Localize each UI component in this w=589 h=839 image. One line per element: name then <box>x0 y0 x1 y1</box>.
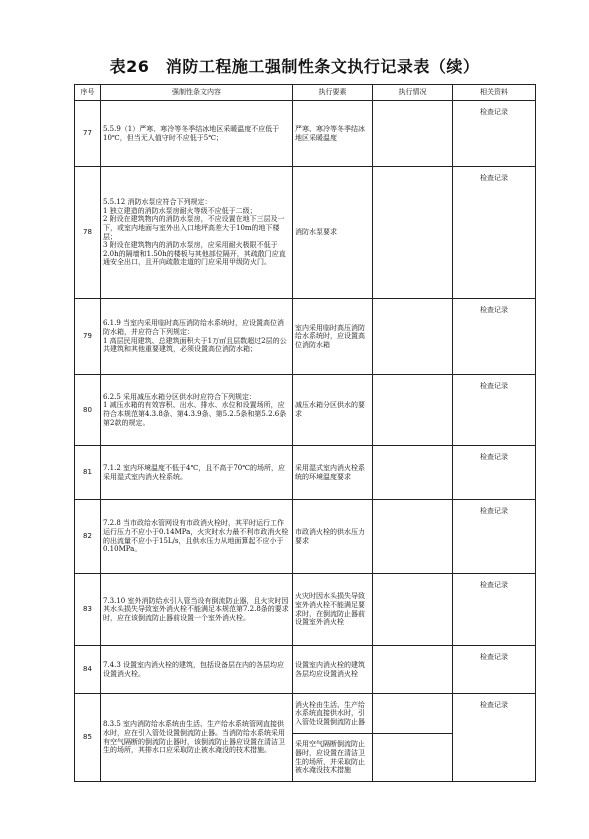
table-row <box>75 646 536 694</box>
row-no: 77 <box>75 101 101 167</box>
table-row <box>75 167 536 299</box>
row-requirement: 采用湿式室内消火栓系统的环境温度要求 <box>293 446 373 500</box>
table-row <box>75 101 536 167</box>
row-reference: 检查记录 <box>453 574 536 646</box>
row-content: 7.1.2 室内环境温度不低于4℃，且不高于70℃的场所，应采用湿式室内消火栓系统。 <box>101 446 293 500</box>
record-table <box>74 84 536 782</box>
row-status[interactable] <box>373 574 453 646</box>
row-status[interactable] <box>373 299 453 375</box>
row-content: 5.5.12 消防水泵应符合下列规定： 1 独立建造的消防水泵房耐火等级不应低于二级； 2 附设在建筑物内的消防水泵房，不应设置在地下三层及一下，或室内地面与室外出入口地坪高差大于10m的地下楼层； 3 附设在建筑物内的消防水泵房，应采用耐火极限不低于2.0h的隔墙和1.50h的楼板与其他部位隔开，其疏散门应直通安全出口，且开向疏散走道的门应采用甲级防火门。 <box>101 167 293 299</box>
row-reference: 检查记录 <box>453 446 536 500</box>
row-reference: 检查记录 <box>453 375 536 446</box>
row-requirement: 市政消火栓的供水压力要求 <box>293 500 373 574</box>
row-content: 7.2.8 当市政给水管网设有市政消火栓时，其平时运行工作运行压力不应小于0.14MPa，火灾时水力最不利市政消火栓的出流量不应小于15L/s，且供水压力从地面算起不应小于0.10MPa。 <box>101 500 293 574</box>
row-requirement: 设置室内消火栓的建筑各层均应设置消火栓 <box>293 646 373 694</box>
row-status[interactable] <box>373 694 453 734</box>
row-reference: 检查记录 <box>453 167 536 299</box>
row-no: 81 <box>75 446 101 500</box>
row-requirement: 消防水泵要求 <box>293 167 373 299</box>
row-status[interactable] <box>373 167 453 299</box>
header-no: 序号 <box>75 85 101 101</box>
row-no: 84 <box>75 646 101 694</box>
row-no: 83 <box>75 574 101 646</box>
row-no: 85 <box>75 694 101 782</box>
row-reference: 检查记录 <box>453 694 536 782</box>
header-reference: 相关资料 <box>453 85 536 101</box>
row-requirement: 严寒、寒冷等冬季结冰地区采暖温度 <box>293 101 373 167</box>
header-requirement: 执行要素 <box>293 85 373 101</box>
page-title: 表26 消防工程施工强制性条文执行记录表（续） <box>109 57 480 76</box>
row-no: 80 <box>75 375 101 446</box>
row-status[interactable] <box>373 375 453 446</box>
table-row <box>75 299 536 375</box>
table-row <box>75 500 536 574</box>
row-content: 7.4.3 设置室内消火栓的建筑，包括设备层在内的各层均应设置消火栓。 <box>101 646 293 694</box>
row-content: 6.1.9 当室内采用临时高压消防给水系统时，应设置高位消防水箱，并应符合下列规定： 1 高层民用建筑、总建筑面积大于1万㎡且层数超过2层的公共建筑和其他重要建筑，必须设置高位消防水箱； <box>101 299 293 375</box>
row-reference: 检查记录 <box>453 101 536 167</box>
row-requirement: 室内采用临时高压消防给水系统时，应设置高位消防水箱 <box>293 299 373 375</box>
row-status[interactable] <box>373 446 453 500</box>
row-no: 78 <box>75 167 101 299</box>
row-requirement-2: 采用空气隔断倒流防止器时，应设置在清洁卫生的场所，并采取防止被水淹没技术措施 <box>293 734 373 782</box>
row-reference: 检查记录 <box>453 646 536 694</box>
row-no: 82 <box>75 500 101 574</box>
row-requirement: 火灾时因水头损失导致室外消火栓不能满足要求时，在倒流防止器前设置室外消火栓 <box>293 574 373 646</box>
row-reference: 检查记录 <box>453 299 536 375</box>
row-status[interactable] <box>373 646 453 694</box>
row-status[interactable] <box>373 101 453 167</box>
table-header-row <box>75 85 536 101</box>
row-requirement: 消火栓由生活、生产给水系统直接供水时，引入管处设置倒流防止器 <box>293 694 373 734</box>
table-row <box>75 694 536 734</box>
row-content: 7.3.10 室外消防给水引入管当设有倒流防止器，且火灾时因其水头损失导致室外消火栓不能满足本规范第7.2.8条的要求时，应在该倒流防止器前设置一个室外消火栓。 <box>101 574 293 646</box>
row-content: 6.2.5 采用减压水箱分区供水时应符合下列规定： 1 减压水箱的有效容积、出水、排水、水位和设置场所，应符合本规范第4.3.8条、第4.3.9条、第5.2.5条和第5.2.6条第2款的规定。 <box>101 375 293 446</box>
header-content: 强制性条文内容 <box>101 85 293 101</box>
row-status-2[interactable] <box>373 734 453 782</box>
row-reference: 检查记录 <box>453 500 536 574</box>
table-row <box>75 574 536 646</box>
header-status: 执行情况 <box>373 85 453 101</box>
row-content: 8.3.5 室内消防给水系统由生活、生产给水系统管网直接供水时，应在引入管处设置倒流防止器。当消防给水系统采用有空气隔断的倒流防止器时，该倒流防止器应设置在清洁卫生的场所，其排水口应采取防止被水淹没的技术措施。 <box>101 694 293 782</box>
table-row <box>75 375 536 446</box>
table-row <box>75 446 536 500</box>
row-requirement: 减压水箱分区供水的要求 <box>293 375 373 446</box>
row-status[interactable] <box>373 500 453 574</box>
row-no: 79 <box>75 299 101 375</box>
row-content: 5.5.9（1）严寒、寒冷等冬季结冰地区采暖温度不应低于10℃，但当无人值守时不应低于5℃； <box>101 101 293 167</box>
